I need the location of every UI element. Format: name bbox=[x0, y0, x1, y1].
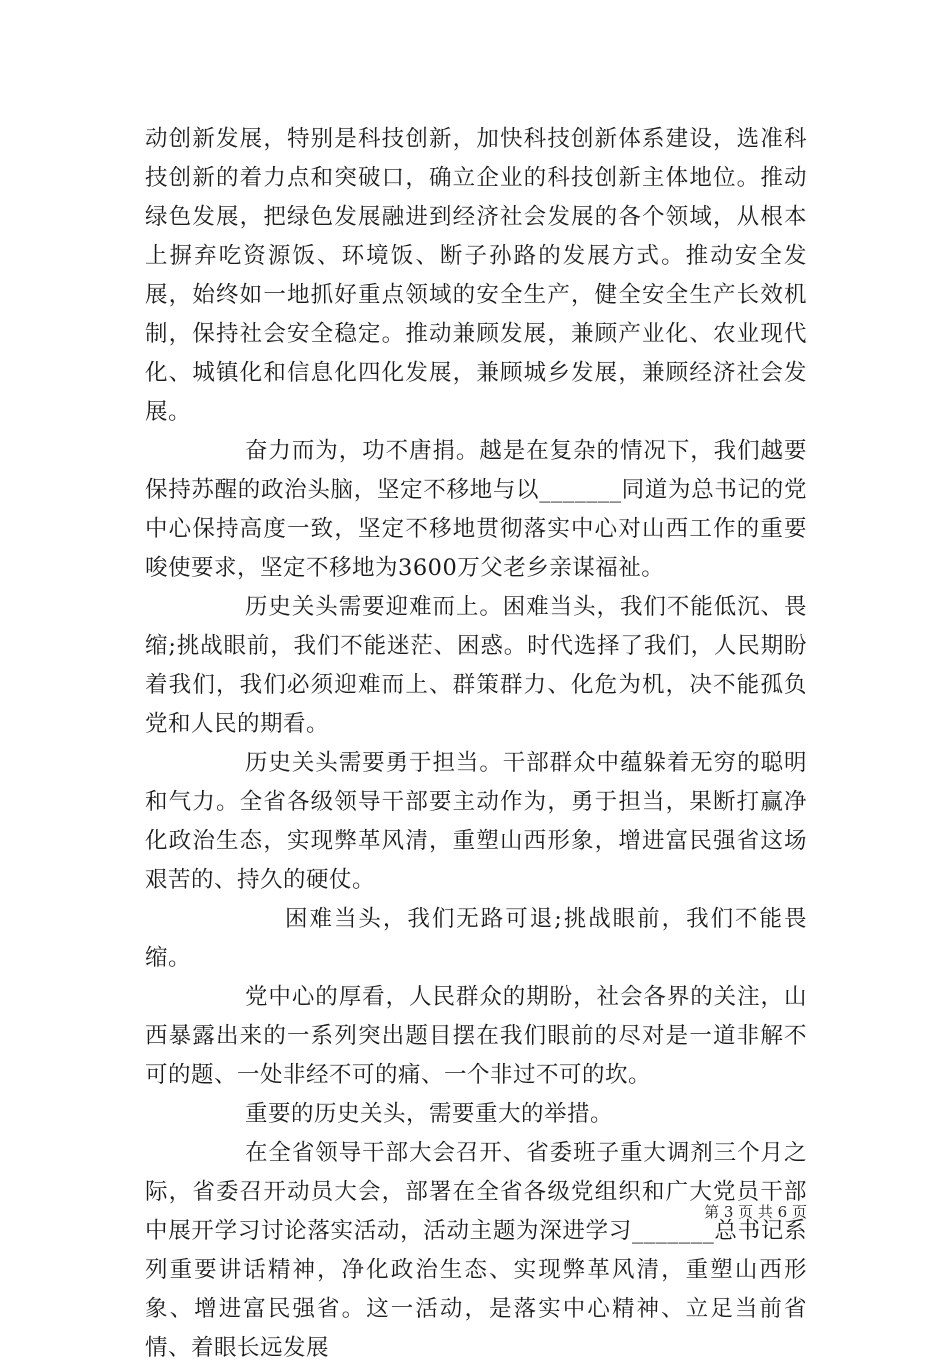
paragraph-8: 在全省领导干部大会召开、省委班子重大调剂三个月之际，省委召开动员大会，部署在全省各级党组织和广大党员干部中展开学习讨论落实活动，活动主题为深进学习_______总书记系列重要讲话精神，净化政治生态、实现弊革风清，重塑山西形象、增进富民强省。这一活动，是落实中心精神、立足当前省情、着眼长远发展 bbox=[145, 1140, 807, 1361]
paragraph-1: 动创新发展，特别是科技创新，加快科技创新体系建设，选准科技创新的着力点和突破口，确立企业的科技创新主体地位。推动绿色发展，把绿色发展融进到经济社会发展的各个领域，从根本上摒弃吃资源饭、环境饭、断子孙路的发展方式。推动安全发展，始终如一地抓好重点领域的安全生产，健全安全生产长效机制，保持社会安全稳定。推动兼顾发展，兼顾产业化、农业现代化、城镇化和信息化四化发展，兼顾城乡发展，兼顾经济社会发展。 bbox=[145, 126, 807, 425]
paragraph-2: 奋力而为，功不唐捐。越是在复杂的情况下，我们越要保持苏醒的政治头脑，坚定不移地与以_______同道为总书记的党中心保持高度一致，坚定不移地贯彻落实中心对山西工作的重要唆使要求，坚定不移地为3600万父老乡亲谋福祉。 bbox=[145, 438, 807, 581]
paragraph-4: 历史关头需要勇于担当。干部群众中蕴躲着无穷的聪明和气力。全省各级领导干部要主动作为，勇于担当，果断打赢净化政治生态，实现弊革风清，重塑山西形象，增进富民强省这场艰苦的、持久的硬仗。 bbox=[145, 750, 807, 893]
page-number: 第 3 页 共 6 页 bbox=[704, 1203, 807, 1221]
paragraph-3: 历史关头需要迎难而上。困难当头，我们不能低沉、畏缩;挑战眼前，我们不能迷茫、困惑。时代选择了我们，人民期盼着我们，我们必须迎难而上、群策群力、化危为机，决不能孤负党和人民的期看。 bbox=[145, 594, 807, 737]
paragraph-7: 重要的历史关头，需要重大的举措。 bbox=[245, 1101, 614, 1127]
paragraph-5: 困难当头，我们无路可退;挑战眼前，我们不能畏缩。 bbox=[145, 906, 807, 971]
paragraph-6: 党中心的厚看，人民群众的期盼，社会各界的关注，山西暴露出来的一系列突出题目摆在我们眼前的尽对是一道非解不可的题、一处非经不可的痛、一个非过不可的坎。 bbox=[145, 984, 807, 1088]
document-body bbox=[145, 120, 807, 1368]
